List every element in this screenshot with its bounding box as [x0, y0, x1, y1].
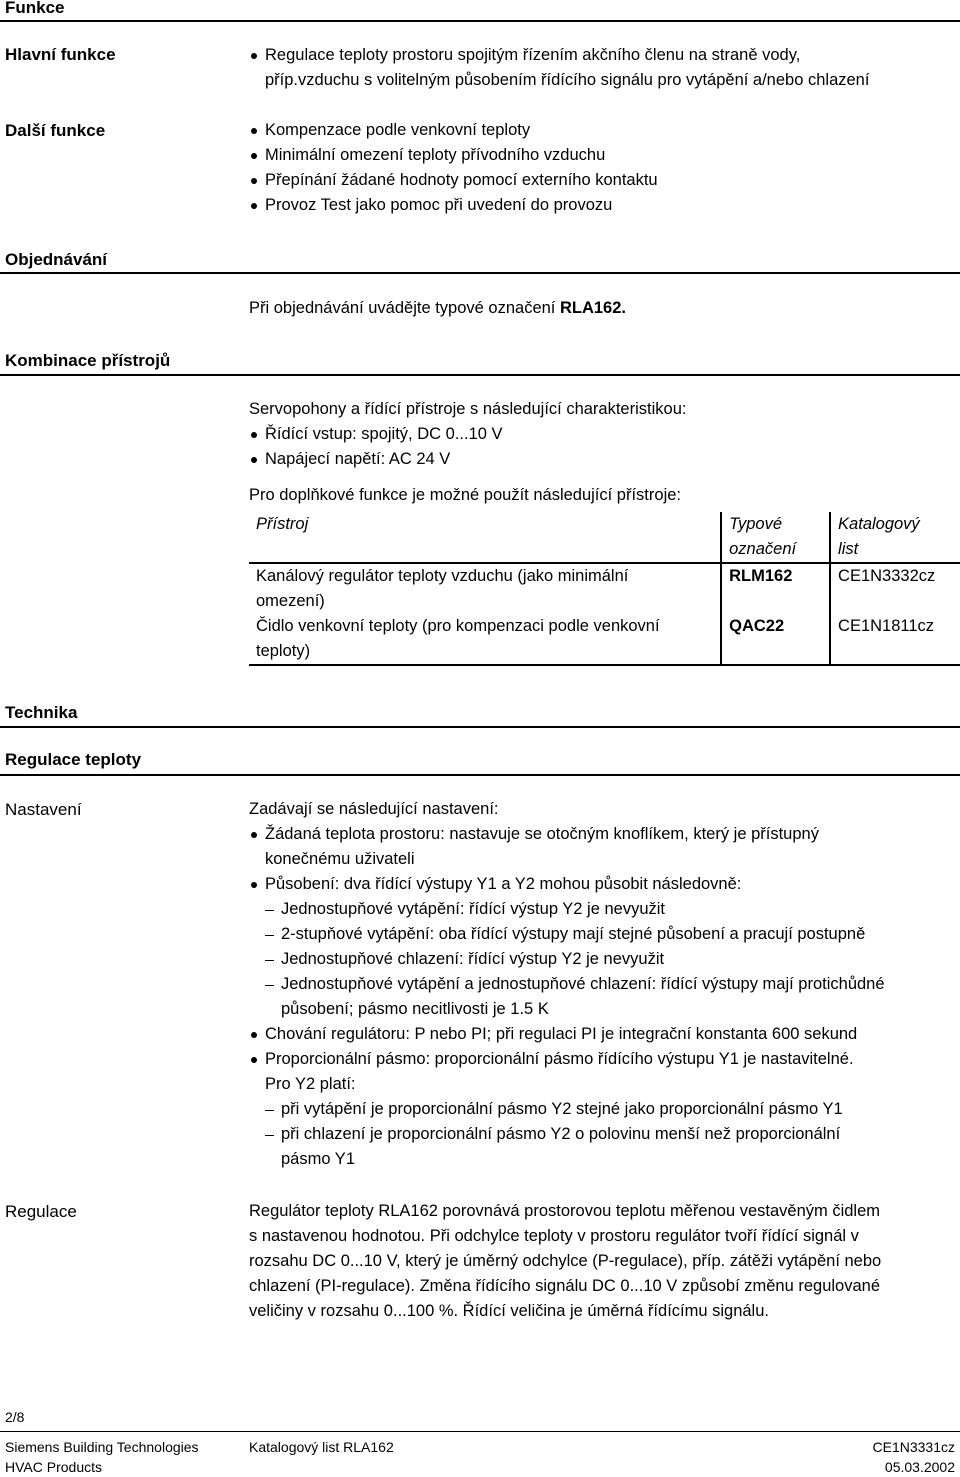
table-header-row [249, 512, 960, 563]
table-row [249, 614, 960, 665]
list-item: Žádaná teplota prostoru: nastavuje se otočným knoflíkem, který je přístupný konečnému uživateli [249, 822, 955, 872]
table-header-type: Typové označení [721, 512, 830, 563]
list-item: Provoz Test jako pomoc při uvedení do provozu [249, 193, 955, 218]
sub-list-item: Jednostupňové vytápění: řídící výstup Y2 je nevyužit [249, 897, 955, 922]
list-item: Chování regulátoru: P nebo PI; při regulaci PI je integrační konstanta 600 sekund [249, 1022, 955, 1047]
list-item: Řídící vstup: spojitý, DC 0...10 V [249, 422, 955, 447]
label-regulace: Regulace [5, 1202, 77, 1221]
label-hlavni-funkce: Hlavní funkce [5, 45, 116, 64]
section-divider [0, 774, 960, 776]
footer-division: HVAC Products [5, 1459, 102, 1475]
list-item: Kompenzace podle venkovní teploty [249, 118, 955, 143]
list-item: Minimální omezení teploty přívodního vzduchu [249, 143, 955, 168]
sub-list-item: při vytápění je proporcionální pásmo Y2 stejné jako proporcionální pásmo Y1 [249, 1097, 955, 1122]
nastaveni-body [249, 797, 955, 1172]
regulace-paragraph: Regulátor teploty RLA162 porovnává prostorovou teplotu měřenou vestavěným čidlem s nastavenou hodnotou. Při odchylce teploty v prostoru regulátor tvoří řídící signál v rozsahu DC 0...10 V, který je úměrný odchylce (P-regulace), příp. zátěži vytápění nebo chlazení (PI-regulace). Změna řídícího signálu DC 0...10 V způsobí změnu regulované veličiny v rozsahu 0...100 %. Řídící veličina je úměrná řídícímu signálu. [249, 1202, 882, 1320]
kombinace-pro-text: Pro doplňkové funkce je možné použít následující přístroje: [249, 486, 681, 504]
table-cell-list: CE1N1811cz [830, 614, 960, 665]
label-nastaveni: Nastavení [5, 800, 82, 819]
dalsi-funkce-list [249, 118, 955, 218]
list-item: Napájecí napětí: AC 24 V [249, 447, 955, 472]
table-cell-type: RLM162 [721, 563, 830, 614]
section-title-objednavani: Objednávání [5, 250, 108, 269]
list-item: Působení: dva řídící výstupy Y1 a Y2 mohou působit následovně: Jednostupňové vytápění: řídící výstup Y2 je nevyužit 2-stupňové vytápění: oba řídící výstupy mají stejné působení a pracují postupně Jednostupňové chlazení: řídící výstup Y2 je nevyužit Jednostupňové vytápění a jednostupňové chlazení: řídící výstupy mají protichůdné působení; pásmo necitlivosti je 1.5 K [249, 872, 955, 1022]
section-divider [0, 374, 960, 376]
list-item: Proporcionální pásmo: proporcionální pásmo řídícího výstupu Y1 je nastavitelné. Pro Y2 platí: při vytápění je proporcionální pásmo Y2 stejné jako proporcionální pásmo Y1 při chlazení je proporcionální pásmo Y2 o polovinu menší než proporcionální pásmo Y1 [249, 1047, 955, 1172]
list-item: Regulace teploty prostoru spojitým řízením akčního členu na straně vody, příp.vzduchu s volitelným působením řídícího signálu pro vytápění a/nebo chlazení [249, 43, 955, 93]
section-title-funkce: Funkce [5, 0, 65, 17]
table-cell-list: CE1N3332cz [830, 563, 960, 614]
sub-list-item: Jednostupňové vytápění a jednostupňové chlazení: řídící výstupy mají protichůdné působení; pásmo necitlivosti je 1.5 K [249, 972, 955, 1022]
footer-doc-title: Katalogový list RLA162 [249, 1439, 394, 1455]
nastaveni-intro: Zadávají se následující nastavení: [249, 800, 499, 818]
section-title-technika: Technika [5, 703, 78, 722]
kombinace-body [249, 397, 955, 508]
label-dalsi-funkce: Další funkce [5, 121, 106, 140]
objednavani-text: Při objednávání uvádějte typové označení RLA162. [249, 299, 626, 317]
page-number: 2/8 [5, 1409, 25, 1425]
hlavni-funkce-text [249, 43, 955, 93]
table-cell-device: Čidlo venkovní teploty (pro kompenzaci podle venkovní teploty) [249, 614, 721, 665]
list-item: Přepínání žádané hodnoty pomocí externího kontaktu [249, 168, 955, 193]
kombinace-intro: Servopohony a řídící přístroje s následující charakteristikou: [249, 400, 687, 418]
table-row [249, 563, 960, 614]
table-header-list: Katalogový list [830, 512, 960, 563]
subsection-title-regulace-teploty: Regulace teploty [5, 750, 142, 769]
section-divider [0, 272, 960, 274]
footer-doc-number: CE1N3331cz [872, 1439, 955, 1455]
table-header-device: Přístroj [249, 512, 721, 563]
section-divider [0, 726, 960, 728]
order-code: RLA162. [559, 299, 626, 317]
section-title-kombinace: Kombinace přístrojů [5, 351, 171, 370]
footer-company: Siemens Building Technologies [5, 1439, 199, 1455]
table-cell-type: QAC22 [721, 614, 830, 665]
sub-list-item: Jednostupňové chlazení: řídící výstup Y2 je nevyužit [249, 947, 955, 972]
footer-date: 05.03.2002 [884, 1459, 955, 1475]
table-cell-device: Kanálový regulátor teploty vzduchu (jako minimální omezení) [256, 567, 629, 610]
sub-list-item: 2-stupňové vytápění: oba řídící výstupy mají stejné působení a pracují postupně [249, 922, 955, 947]
footer-divider [0, 1431, 960, 1432]
section-divider [0, 20, 960, 22]
device-table [249, 512, 960, 666]
sub-list-item: při chlazení je proporcionální pásmo Y2 o polovinu menší než proporcionální pásmo Y1 [249, 1122, 955, 1172]
